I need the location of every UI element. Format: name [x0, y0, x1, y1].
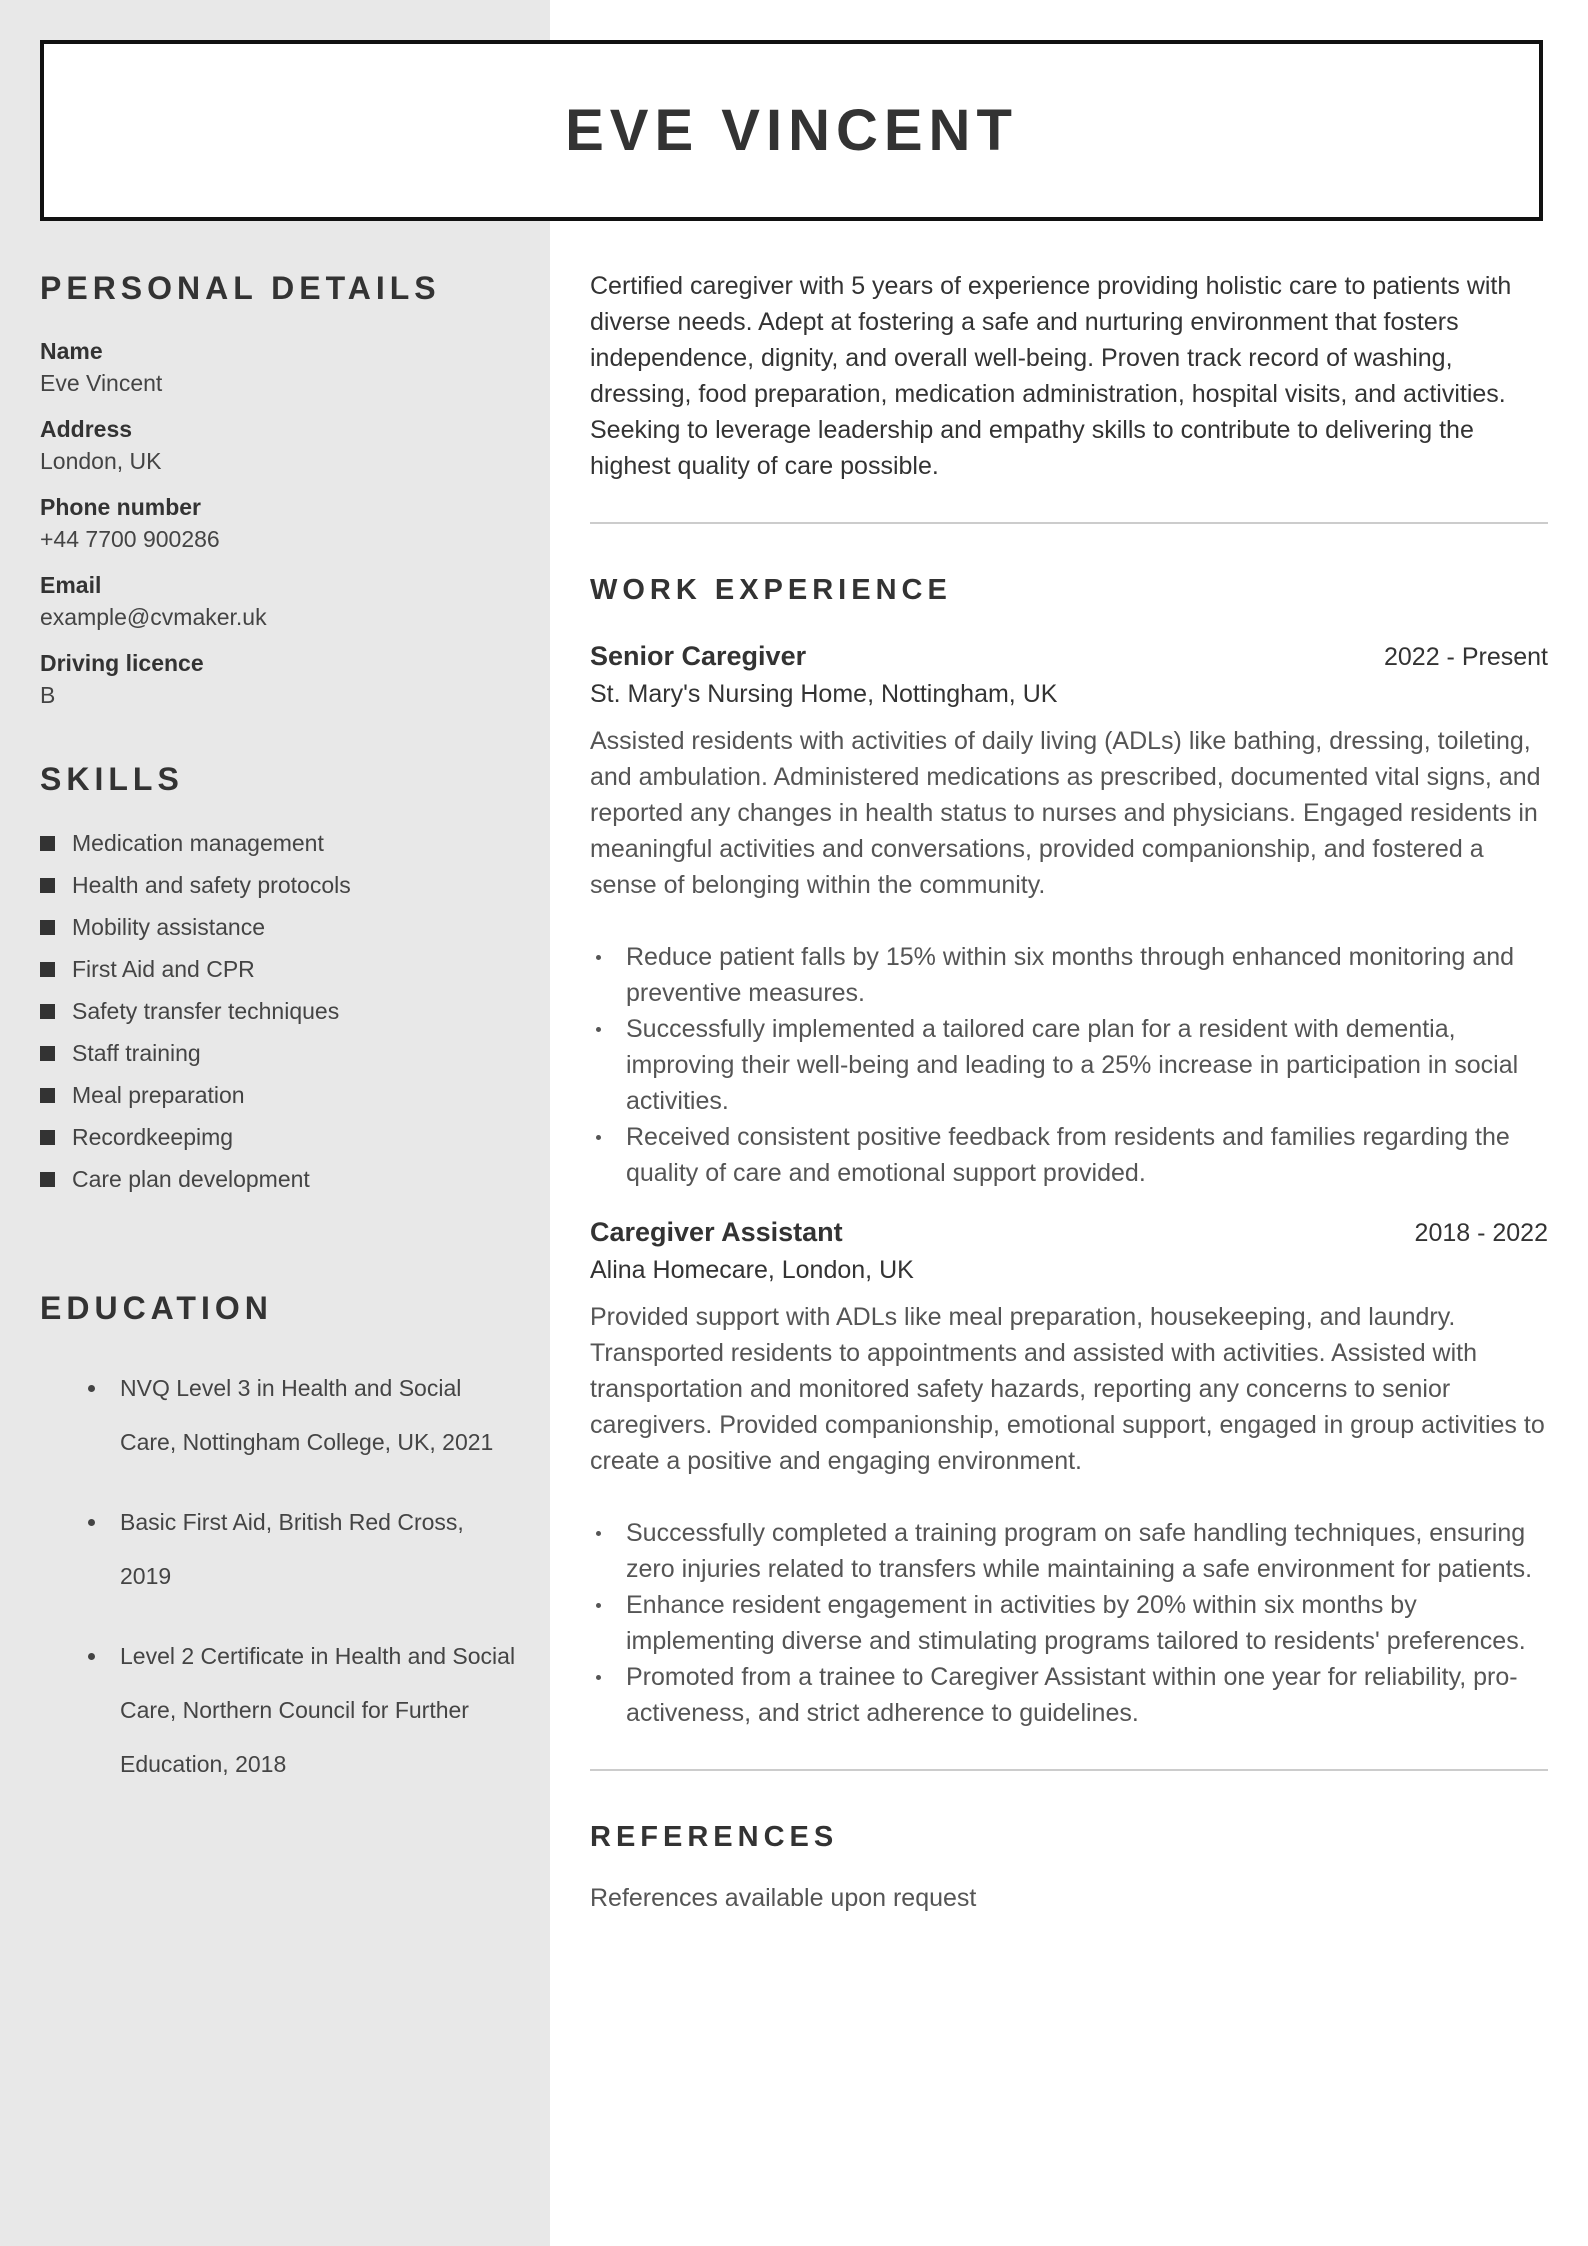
skill-item [40, 948, 510, 990]
detail-label: Phone number [40, 494, 202, 520]
job-dates: 2018 - 2022 [1414, 1219, 1548, 1247]
job-description: Assisted residents with activities of daily living (ADLs) like bathing, dressing, toileting, and ambulation. Administered medications as prescribed, documented vital signs, and reported any changes in health status to nurses and physicians. Engaged residents in meaningful activities and conversations, provided companionship, and fostered a sense of belonging within the community. [590, 727, 1541, 899]
job-company: St. Mary's Nursing Home, Nottingham, UK [590, 680, 1058, 708]
detail-email [40, 569, 510, 633]
detail-value: London, UK [40, 448, 162, 474]
education-item [40, 1629, 520, 1791]
bullet-icon [88, 1519, 95, 1526]
square-bullet-icon [40, 1004, 55, 1019]
bullet-icon [88, 1385, 95, 1392]
achievement-item [590, 1659, 1548, 1731]
job-title: Caregiver Assistant [590, 1217, 843, 1247]
skill-item [40, 822, 510, 864]
square-bullet-icon [40, 1088, 55, 1103]
square-bullet-icon [40, 1172, 55, 1187]
skill-item [40, 1158, 510, 1200]
divider [590, 1769, 1548, 1771]
detail-address [40, 413, 510, 477]
detail-value: B [40, 682, 56, 708]
skill-label: Staff training [72, 1040, 201, 1066]
job-entry [590, 1217, 1548, 1731]
skill-label: Care plan development [72, 1166, 310, 1192]
skill-item [40, 1116, 510, 1158]
education-text: Basic First Aid, British Red Cross, 2019 [120, 1509, 464, 1589]
skills-list [40, 822, 510, 1200]
square-bullet-icon [40, 836, 55, 851]
detail-value: Eve Vincent [40, 370, 163, 396]
skill-label: Mobility assistance [72, 914, 266, 940]
education-text: Level 2 Certificate in Health and Social Care, Northern Council for Further Education, 2018 [120, 1643, 516, 1777]
bullet-icon [596, 955, 601, 960]
job-company: Alina Homecare, London, UK [590, 1256, 914, 1284]
work-experience-title: WORK EXPERIENCE [590, 574, 952, 606]
skill-label: Recordkeepimg [72, 1124, 234, 1150]
achievement-text: Received consistent positive feedback from residents and families regarding the quality of care and emotional support provided. [626, 1123, 1510, 1187]
skill-item [40, 990, 510, 1032]
education-item [40, 1495, 520, 1603]
bullet-icon [88, 1653, 95, 1660]
job-header [590, 1217, 1548, 1248]
personal-details-list [40, 335, 510, 711]
references-text: References available upon request [590, 1884, 977, 1912]
detail-label: Address [40, 416, 133, 442]
references-title: REFERENCES [590, 1821, 839, 1853]
square-bullet-icon [40, 878, 55, 893]
left-column [40, 270, 516, 1817]
detail-driving-licence [40, 647, 510, 711]
skill-label: Health and safety protocols [72, 872, 351, 898]
bullet-icon [596, 1135, 601, 1140]
achievement-item [590, 1515, 1548, 1587]
bullet-icon [596, 1027, 601, 1032]
skills-title: SKILLS [40, 761, 184, 797]
detail-value: example@cvmaker.uk [40, 604, 267, 630]
job-header [590, 641, 1548, 672]
bullet-icon [596, 1531, 601, 1536]
education-text: NVQ Level 3 in Health and Social Care, Nottingham College, UK, 2021 [120, 1375, 494, 1455]
profile-summary: Certified caregiver with 5 years of experience providing holistic care to patients with diverse needs. Adept at fostering a safe and nurturing environment that fosters independence, dignity, and overall well-being. Proven track record of washing, dressing, food preparation, medication administration, hospital visits, and activities. Seeking to leverage leadership and empathy skills to contribute to delivering the highest quality of care possible. [590, 272, 1512, 480]
achievement-text: Enhance resident engagement in activities by 20% within six months by implementing diverse and stimulating programs tailored to residents' preferences. [626, 1591, 1526, 1655]
divider [590, 522, 1548, 524]
job-description: Provided support with ADLs like meal preparation, housekeeping, and laundry. Transported residents to appointments and assisted with activities. Assisted with transportation and monitored safety hazards, reporting any concerns to senior caregivers. Provided companionship, emotional support, engaged in group activities to create a positive and engaging environment. [590, 1303, 1545, 1475]
achievement-item [590, 1119, 1548, 1191]
square-bullet-icon [40, 920, 55, 935]
achievement-text: Reduce patient falls by 15% within six months through enhanced monitoring and preventive measures. [626, 943, 1515, 1007]
job-entry [590, 641, 1548, 1191]
detail-label: Email [40, 572, 102, 598]
achievement-item [590, 1011, 1548, 1119]
detail-phone [40, 491, 510, 555]
achievement-item [590, 1587, 1548, 1659]
job-dates: 2022 - Present [1384, 643, 1548, 671]
detail-label: Driving licence [40, 650, 204, 676]
detail-value: +44 7700 900286 [40, 526, 220, 552]
skill-label: Meal preparation [72, 1082, 245, 1108]
achievement-text: Promoted from a trainee to Caregiver Assistant within one year for reliability, pro-activeness, and strict adherence to guidelines. [626, 1663, 1518, 1727]
bullet-icon [596, 1603, 601, 1608]
square-bullet-icon [40, 1046, 55, 1061]
achievement-item [590, 939, 1548, 1011]
achievements-list [590, 1515, 1548, 1731]
detail-label: Name [40, 338, 103, 364]
candidate-name: EVE VINCENT [565, 98, 1018, 163]
square-bullet-icon [40, 962, 55, 977]
bullet-icon [596, 1675, 601, 1680]
skill-label: Safety transfer techniques [72, 998, 340, 1024]
right-column [590, 268, 1548, 1913]
skill-label: Medication management [72, 830, 324, 856]
skill-label: First Aid and CPR [72, 956, 255, 982]
achievements-list [590, 939, 1548, 1191]
personal-details-title: PERSONAL DETAILS [40, 270, 441, 306]
square-bullet-icon [40, 1130, 55, 1145]
detail-name [40, 335, 510, 399]
skill-item [40, 864, 510, 906]
job-title: Senior Caregiver [590, 641, 807, 671]
skill-item [40, 1074, 510, 1116]
education-title: EDUCATION [40, 1290, 273, 1326]
skill-item [40, 906, 510, 948]
name-header [40, 40, 1543, 221]
education-item [40, 1361, 520, 1469]
achievement-text: Successfully implemented a tailored care plan for a resident with dementia, improving their well-being and leading to a 25% increase in participation in social activities. [626, 1015, 1519, 1115]
education-list [40, 1361, 516, 1791]
skill-item [40, 1032, 510, 1074]
achievement-text: Successfully completed a training program on safe handling techniques, ensuring zero injuries related to transfers while maintaining a safe environment for patients. [626, 1519, 1533, 1583]
